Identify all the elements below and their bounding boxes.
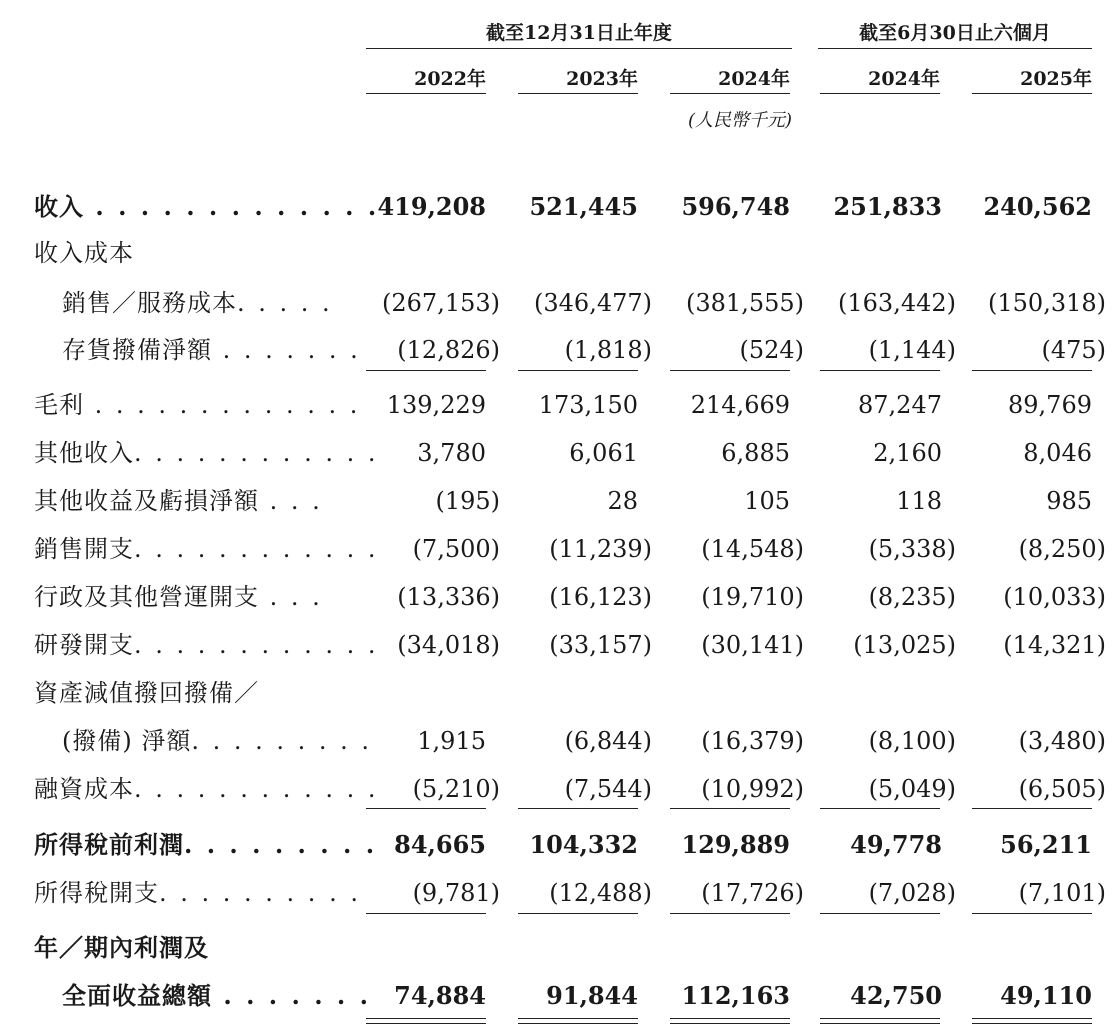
row-value-2025-h1: (475) (1041, 336, 1106, 364)
row-finance-costs (0, 769, 1118, 809)
row-value-2023: 28 (607, 487, 638, 515)
year-header-5: 2025年 (1020, 68, 1092, 90)
row-value-2024-h1: (5,338) (868, 535, 956, 563)
year-header-rule-1 (366, 93, 486, 94)
row-label: 所得稅前利潤. . . . . . . . . (34, 830, 378, 859)
row-revenue (0, 187, 1118, 227)
row-value-2024: (14,548) (701, 535, 804, 563)
row-value-2024-h1: (5,049) (868, 775, 956, 803)
row-value-2024: 6,885 (721, 439, 790, 467)
row-value-2024: (524) (739, 336, 804, 364)
subtotal-rule-4 (820, 370, 940, 371)
subtotal-rule-2 (518, 370, 638, 371)
row-label: 年／期內利潤及 (34, 933, 209, 962)
row-value-2023: (33,157) (549, 631, 652, 659)
row-value-2025-h1: (3,480) (1018, 727, 1106, 755)
subtotal-rule-1 (366, 808, 486, 809)
row-label: 存貨撥備淨額 . . . . . . . (62, 336, 361, 364)
subtotal-rule-1 (366, 913, 486, 914)
row-value-2025-h1: 89,769 (1008, 391, 1092, 419)
year-header-rule-5 (972, 93, 1092, 94)
row-impairment-net (0, 721, 1118, 761)
row-rd-expenses (0, 625, 1118, 665)
subtotal-rule-4 (820, 913, 940, 914)
currency-unit-note: (人民幣千元) (687, 110, 792, 131)
row-value-2022: (267,153) (382, 289, 500, 317)
row-value-2022: 74,884 (394, 981, 486, 1010)
row-gross-profit (0, 385, 1118, 425)
row-value-2023: 91,844 (546, 981, 638, 1010)
row-label: 銷售開支. . . . . . . . . . . . (34, 535, 379, 563)
subtotal-rule-5 (972, 370, 1092, 371)
row-value-2024: (30,141) (701, 631, 804, 659)
subtotal-rule-4 (820, 808, 940, 809)
row-label: 資產減值撥回撥備／ (34, 679, 259, 707)
group-header-annual-rule (366, 48, 792, 49)
year-header-rule-2 (518, 93, 638, 94)
row-value-2024: (16,379) (701, 727, 804, 755)
year-header-rule-3 (670, 93, 790, 94)
row-value-2022: 84,665 (394, 830, 486, 859)
row-value-2022: 1,915 (417, 727, 486, 755)
row-value-2023: 521,445 (529, 192, 638, 221)
row-label: 其他收益及虧損淨額 . . . (34, 487, 323, 515)
row-value-2023: (16,123) (549, 583, 652, 611)
row-value-2025-h1: (10,033) (1003, 583, 1106, 611)
subtotal-rule-1 (366, 370, 486, 371)
row-value-2022: 139,229 (386, 391, 486, 419)
row-value-2022: (13,336) (397, 583, 500, 611)
row-value-2024: (17,726) (701, 879, 804, 907)
row-value-2023: 6,061 (569, 439, 638, 467)
total-double-rule-1 (366, 1018, 486, 1024)
subtotal-rule-3 (670, 913, 790, 914)
row-value-2024-h1: 42,750 (850, 981, 942, 1010)
group-header-interim-rule (818, 48, 1092, 49)
row-value-2022: (12,826) (397, 336, 500, 364)
row-other-income (0, 433, 1118, 473)
row-value-2024: 112,163 (681, 981, 790, 1010)
row-profit-heading (0, 928, 1118, 968)
row-value-2024-h1: 87,247 (858, 391, 942, 419)
subtotal-rule-2 (518, 808, 638, 809)
group-header-annual: 截至12月31日止年度 (486, 22, 672, 44)
row-value-2024: 596,748 (681, 192, 790, 221)
row-admin-operating-expenses (0, 577, 1118, 617)
row-value-2023: (346,477) (534, 289, 652, 317)
row-value-2022: (9,781) (412, 879, 500, 907)
row-label: 所得稅開支. . . . . . . . . . (34, 879, 361, 907)
row-total-comprehensive-income (0, 976, 1118, 1016)
year-header-4: 2024年 (868, 68, 940, 90)
total-double-rule-2 (518, 1018, 638, 1024)
row-value-2024: (10,992) (701, 775, 804, 803)
row-value-2025-h1: 49,110 (1000, 981, 1092, 1010)
row-value-2025-h1: 985 (1046, 487, 1092, 515)
row-value-2024-h1: 118 (896, 487, 942, 515)
row-label: 其他收入. . . . . . . . . . . . (34, 439, 379, 467)
total-double-rule-5 (972, 1018, 1092, 1024)
row-cost-of-revenue-heading (0, 233, 1118, 273)
row-label: 全面收益總額 . . . . . . . (62, 981, 371, 1010)
row-label: 研發開支. . . . . . . . . . . . (34, 631, 379, 659)
row-value-2025-h1: 56,211 (1000, 830, 1092, 859)
row-selling-expenses (0, 529, 1118, 569)
row-value-2023: (7,544) (564, 775, 652, 803)
row-value-2024-h1: (1,144) (868, 336, 956, 364)
group-header-interim: 截至6月30日止六個月 (859, 22, 1051, 44)
year-header-2: 2023年 (566, 68, 638, 90)
row-value-2025-h1: 8,046 (1023, 439, 1092, 467)
row-value-2025-h1: (14,321) (1003, 631, 1106, 659)
row-value-2022: (7,500) (412, 535, 500, 563)
subtotal-rule-5 (972, 808, 1092, 809)
row-value-2024: (19,710) (701, 583, 804, 611)
row-value-2023: (6,844) (564, 727, 652, 755)
year-header-rule-4 (820, 93, 940, 94)
row-value-2024: (381,555) (686, 289, 804, 317)
row-value-2025-h1: (150,318) (988, 289, 1106, 317)
row-value-2024: 214,669 (690, 391, 790, 419)
row-value-2024-h1: (163,442) (838, 289, 956, 317)
row-value-2024-h1: (7,028) (868, 879, 956, 907)
row-value-2022: (5,210) (412, 775, 500, 803)
row-value-2023: (12,488) (549, 879, 652, 907)
row-label: 收入 . . . . . . . . . . . . . (34, 192, 380, 221)
total-double-rule-3 (670, 1018, 790, 1024)
row-impairment-heading (0, 673, 1118, 713)
row-label: 銷售／服務成本. . . . . (62, 289, 333, 317)
subtotal-rule-2 (518, 913, 638, 914)
row-label: (撥備) 淨額. . . . . . . . . (62, 727, 373, 755)
row-other-gains-losses (0, 481, 1118, 521)
year-header-3: 2024年 (718, 68, 790, 90)
year-header-1: 2022年 (414, 68, 486, 90)
row-value-2023: (1,818) (564, 336, 652, 364)
row-value-2024-h1: 251,833 (833, 192, 942, 221)
row-value-2023: (11,239) (549, 535, 652, 563)
row-value-2024-h1: 2,160 (873, 439, 942, 467)
row-inventory-provision (0, 330, 1118, 370)
row-value-2022: 419,208 (377, 192, 486, 221)
subtotal-rule-3 (670, 370, 790, 371)
subtotal-rule-5 (972, 913, 1092, 914)
row-value-2022: (195) (435, 487, 500, 515)
row-label: 收入成本 (34, 239, 134, 267)
row-value-2025-h1: (7,101) (1018, 879, 1106, 907)
row-profit-before-tax (0, 825, 1118, 865)
row-value-2023: 173,150 (538, 391, 638, 419)
row-value-2025-h1: (6,505) (1018, 775, 1106, 803)
total-double-rule-4 (820, 1018, 940, 1024)
row-value-2024-h1: (8,235) (868, 583, 956, 611)
row-label: 毛利 . . . . . . . . . . . . . (34, 391, 361, 419)
row-value-2024-h1: (13,025) (853, 631, 956, 659)
row-value-2022: (34,018) (397, 631, 500, 659)
row-value-2024-h1: (8,100) (868, 727, 956, 755)
row-value-2024: 129,889 (681, 830, 790, 859)
row-value-2022: 3,780 (417, 439, 486, 467)
row-value-2024: 105 (744, 487, 790, 515)
row-value-2025-h1: 240,562 (983, 192, 1092, 221)
row-value-2024-h1: 49,778 (850, 830, 942, 859)
row-label: 融資成本. . . . . . . . . . . . (34, 775, 379, 803)
row-cost-of-sales-services (0, 283, 1118, 323)
row-value-2025-h1: (8,250) (1018, 535, 1106, 563)
row-label: 行政及其他營運開支 . . . (34, 583, 323, 611)
row-income-tax-expense (0, 873, 1118, 913)
subtotal-rule-3 (670, 808, 790, 809)
row-value-2023: 104,332 (529, 830, 638, 859)
